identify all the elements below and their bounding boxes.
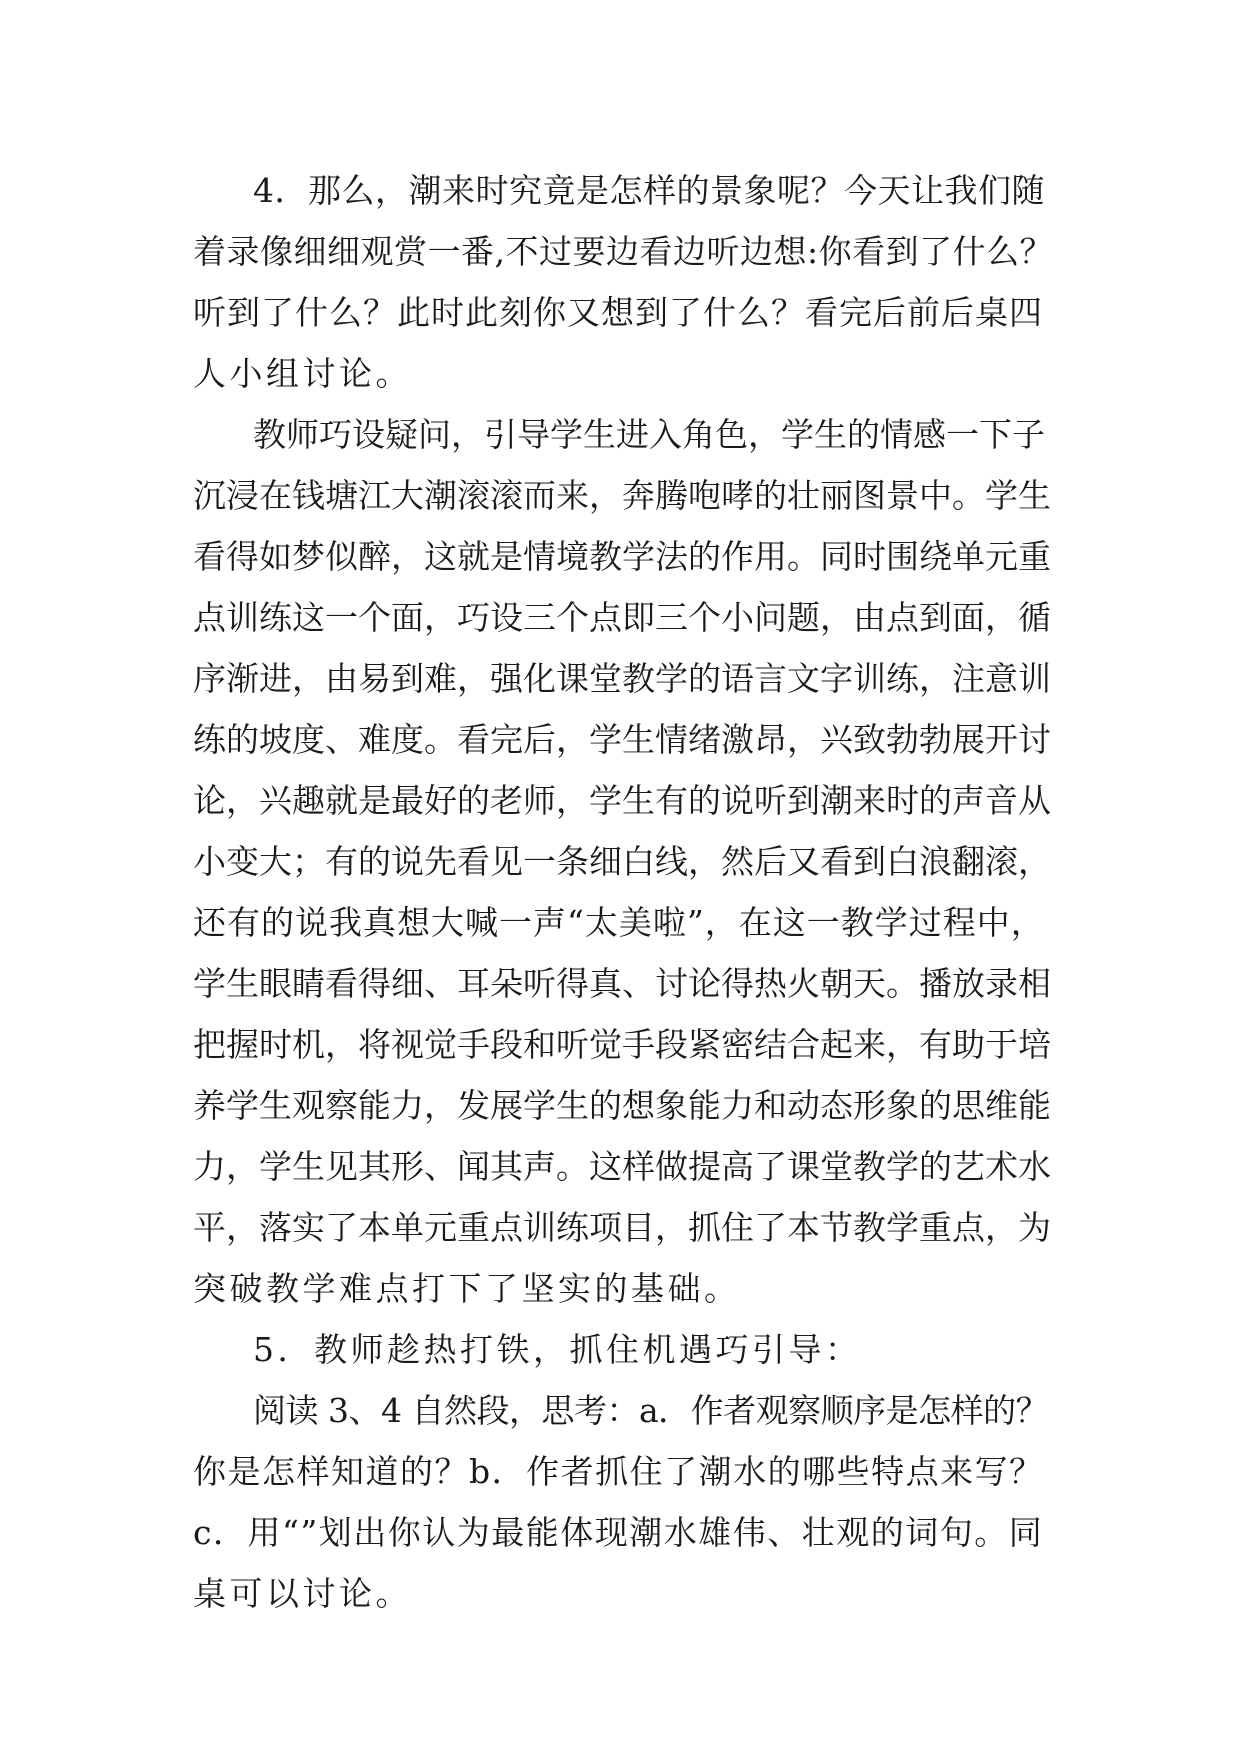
text-line: 桌可以讨论。: [193, 1574, 412, 1613]
text-line: 把握时机，将视觉手段和听觉手段紧密结合起来，有助于培: [193, 1025, 1051, 1064]
text-line: 练的坡度、难度。看完后，学生情绪激昂，兴致勃勃展开讨: [193, 720, 1051, 759]
text-line: 序渐进，由易到难，强化课堂教学的语言文字训练，注意训: [193, 659, 1051, 698]
text-line: 养学生观察能力，发展学生的想象能力和动态形象的思维能: [193, 1086, 1051, 1125]
text-line: 你是怎样知道的？b．作者抓住了潮水的哪些特点来写？: [193, 1452, 1044, 1491]
document-body: [193, 160, 1053, 1624]
text-line: 5．教师趁热打铁，抓住机遇巧引导：: [253, 1330, 862, 1369]
text-line: 平，落实了本单元重点训练项目，抓住了本节教学重点，为: [193, 1208, 1051, 1247]
text-line: 力，学生见其形、闻其声。这样做提高了课堂教学的艺术水: [193, 1147, 1051, 1186]
text-line: 4．那么，潮来时究竟是怎样的景象呢？今天让我们随: [253, 171, 1045, 210]
text-line: 论，兴趣就是最好的老师，学生有的说听到潮来时的声音从: [193, 781, 1051, 820]
text-line: 还有的说我真想大喊一声“太美啦”，在这一教学过程中，: [193, 903, 1045, 942]
text-line: 沉浸在钱塘江大潮滚滚而来，奔腾咆哮的壮丽图景中。学生: [193, 476, 1051, 515]
text-line: 点训练这一个面，巧设三个点即三个小问题，由点到面，循: [193, 598, 1051, 637]
text-line: 教师巧设疑问，引导学生进入角色，学生的情感一下子: [253, 415, 1045, 454]
text-line: 突破教学难点打下了坚实的基础。: [193, 1269, 741, 1308]
text-line: 小变大；有的说先看见一条细白线，然后又看到白浪翻滚，: [193, 842, 1051, 881]
text-line: c．用“”划出你认为最能体现潮水雄伟、壮观的词句。同: [193, 1513, 1044, 1552]
text-line: 阅读 3、4 自然段，思考：a．作者观察顺序是怎样的？: [253, 1391, 1049, 1430]
text-line: 着录像细细观赏一番,不过要边看边听边想:你看到了什么？: [193, 232, 1054, 271]
text-line: 听到了什么？此时此刻你又想到了什么？看完后前后桌四: [193, 293, 1043, 332]
text-line: 学生眼睛看得细、耳朵听得真、讨论得热火朝天。播放录相: [193, 964, 1051, 1003]
text-line: 看得如梦似醉，这就是情境教学法的作用。同时围绕单元重: [193, 537, 1051, 576]
text-line: 人小组讨论。: [193, 354, 412, 393]
